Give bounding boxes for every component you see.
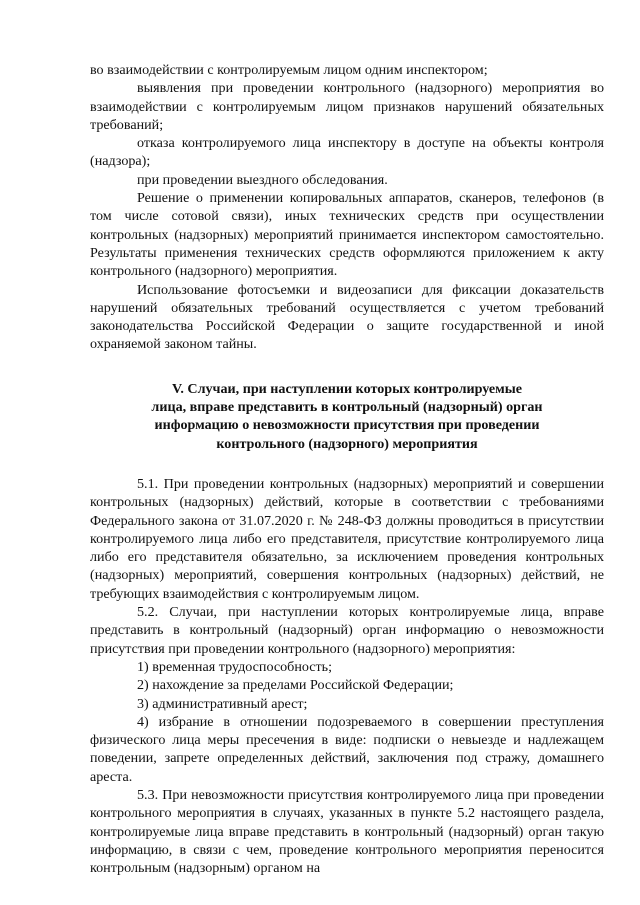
section-heading-line: информацию о невозможности присутствия при проведении bbox=[154, 417, 540, 434]
section-heading-line: лица, вправе представить в контрольный (надзорный) орган bbox=[151, 399, 543, 416]
paragraph: 5.1. При проведении контрольных (надзорных) мероприятий и совершении контрольных (надзорных) действий, которые в соответствии с требованиями Федерального закона от 31.07.2020 г. № 248-ФЗ должны проводиться в присутствии контролируемого лица либо его представителя, присутствие контролируемого лица либо его представителя обязательно, за исключением проведения контрольных (надзорных) мероприятий, совершения контрольных (надзорных) действий, не требующих взаимодействия с контролируемым лицом. bbox=[90, 475, 604, 602]
paragraph: во взаимодействии с контролируемым лицом одним инспектором; bbox=[90, 62, 488, 78]
paragraph: при проведении выездного обследования. bbox=[137, 171, 388, 188]
paragraph: выявления при проведении контрольного (надзорного) мероприятия во взаимодействии с контролируемым лицом признаков нарушений обязательных требований; bbox=[90, 80, 604, 133]
paragraph: 5.2. Случаи, при наступлении которых контролируемые лица, вправе представить в контрольный (надзорный) орган информацию о невозможности присутствия при проведении контрольного (надзорного) мероприятия: bbox=[90, 604, 604, 657]
section-heading bbox=[90, 380, 604, 453]
list-item: 1) временная трудоспособность; bbox=[137, 658, 333, 675]
paragraph: 5.3. При невозможности присутствия контролируемого лица при проведении контрольного мероприятия в случаях, указанных в пункте 5.2 настоящего раздела, контролируемые лица вправе представить в контрольный (надзорный) орган такую информацию, в связи с чем, проведение контрольного мероприятия переносится контрольным (надзорным) органом на bbox=[90, 786, 604, 877]
list-item: 2) нахождение за пределами Российской Федерации; bbox=[137, 677, 454, 694]
list-item: 4) избрание в отношении подозреваемого в совершении преступления физического лица меры пресечения в виде: подписки о невыезде и надлежащем поведении, запрете определенных действий, заключения под стражу, домашнего ареста. bbox=[90, 713, 604, 785]
document-page bbox=[90, 61, 604, 877]
paragraph: Решение о применении копировальных аппаратов, сканеров, телефонов (в том числе сотовой связи), иных технических средств при осуществлении контрольных (надзорных) мероприятий принимается инспектором самостоятельно. Результаты применения технических средств оформляются приложением к акту контрольного (надзорного) мероприятия. bbox=[90, 190, 604, 280]
section-heading-line: V. Случаи, при наступлении которых контролируемые bbox=[172, 380, 522, 397]
paragraph: отказа контролируемого лица инспектору в доступе на объекты контроля (надзора); bbox=[90, 135, 604, 170]
list-item: 3) административный арест; bbox=[137, 695, 308, 712]
section-heading-line: контрольного (надзорного) мероприятия bbox=[216, 435, 478, 452]
paragraph: Использование фотосъемки и видеозаписи для фиксации доказательств нарушений обязательных требований осуществляется с учетом требований законодательства Российской Федерации о защите государственной и иной охраняемой законом тайны. bbox=[90, 281, 604, 353]
